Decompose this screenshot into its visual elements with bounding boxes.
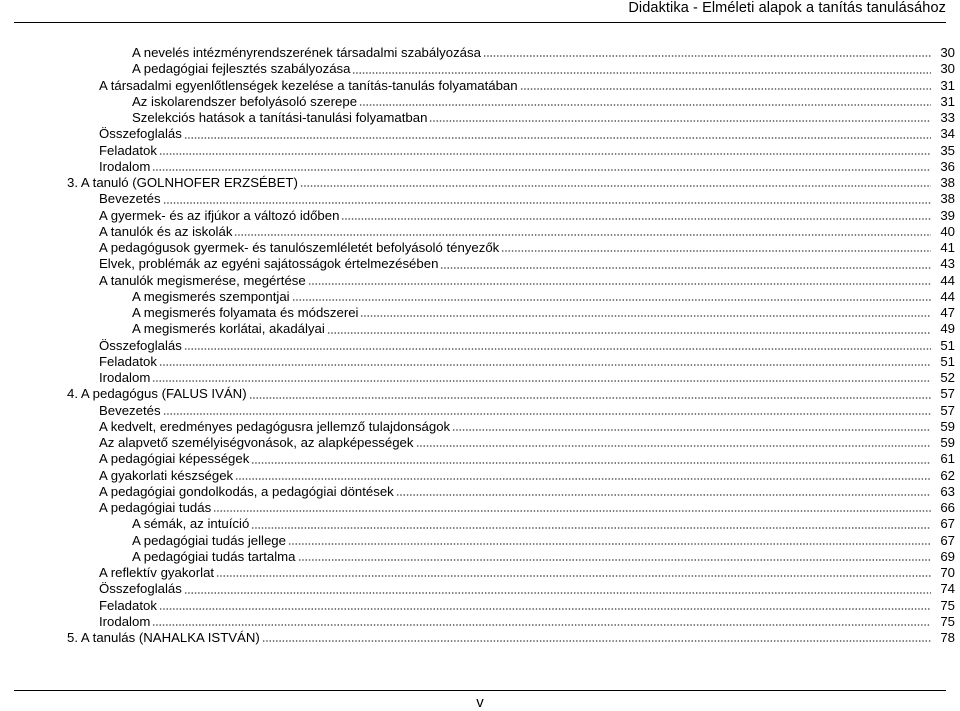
toc-entry	[67, 419, 955, 435]
toc-entry-page: 67	[940, 516, 955, 532]
toc-entry-title: Irodalom	[99, 613, 151, 629]
header-divider	[14, 22, 946, 23]
running-header-title: Didaktika - Elméleti alapok a tanítás tanulásához	[628, 0, 946, 16]
toc-entry-title: A gyermek- és az ifjúkor a változó időben	[99, 207, 340, 223]
toc-entry	[67, 451, 955, 467]
toc-entry	[67, 549, 955, 565]
toc-entry	[67, 435, 955, 451]
toc-entry-page: 30	[940, 45, 955, 60]
table-of-contents	[67, 45, 955, 646]
toc-entry-page: 44	[940, 272, 955, 288]
toc-entry	[67, 516, 955, 532]
toc-entry-page: 59	[940, 418, 955, 434]
toc-entry-page: 31	[940, 93, 955, 109]
toc-entry-title: A reflektív gyakorlat	[99, 565, 215, 580]
toc-dot-leader	[262, 639, 931, 643]
toc-entry	[67, 614, 955, 630]
toc-dot-leader	[249, 396, 931, 400]
toc-entry-title: A pedagógiai fejlesztés szabályozása	[132, 61, 351, 77]
toc-dot-leader	[159, 607, 931, 611]
toc-dot-leader	[251, 526, 931, 530]
toc-entry-page: 38	[940, 175, 955, 190]
toc-entry	[67, 484, 955, 500]
toc-entry-page: 66	[940, 500, 955, 515]
toc-dot-leader	[501, 249, 931, 253]
toc-entry	[67, 224, 955, 240]
toc-entry-title: A pedagógiai képességek	[99, 451, 250, 467]
toc-dot-leader	[234, 233, 931, 237]
toc-dot-leader	[308, 282, 931, 286]
toc-dot-leader	[341, 217, 931, 221]
toc-entry-page: 51	[940, 337, 955, 353]
toc-entry	[67, 289, 955, 305]
toc-entry-page: 59	[940, 435, 955, 450]
toc-entry	[67, 386, 955, 402]
toc-entry-page: 41	[940, 240, 955, 255]
toc-dot-leader	[216, 574, 931, 578]
toc-dot-leader	[416, 444, 932, 448]
toc-dot-leader	[327, 331, 931, 335]
toc-entry	[67, 370, 955, 386]
toc-dot-leader	[213, 509, 931, 513]
toc-entry	[67, 403, 955, 419]
toc-entry-title: A pedagógiai tudás	[99, 500, 212, 515]
toc-dot-leader	[360, 314, 931, 318]
toc-entry	[67, 468, 955, 484]
toc-entry-title: A sémák, az intuíció	[132, 516, 250, 532]
toc-dot-leader	[298, 558, 932, 562]
toc-entry-title: A gyakorlati készségek	[99, 467, 234, 483]
toc-entry-page: 51	[940, 353, 955, 369]
toc-entry-title: Összefoglalás	[99, 337, 182, 353]
toc-entry	[67, 581, 955, 597]
toc-entry-title: A megismerés folyamata és módszerei	[132, 305, 359, 320]
toc-entry-page: 38	[940, 191, 955, 207]
toc-entry-page: 78	[940, 630, 955, 645]
toc-dot-leader	[235, 477, 931, 481]
toc-entry-title: A tanulók és az iskolák	[99, 223, 233, 239]
toc-entry	[67, 273, 955, 289]
toc-entry-page: 34	[940, 126, 955, 142]
toc-entry-page: 33	[940, 110, 955, 125]
toc-entry-page: 47	[940, 305, 955, 320]
toc-entry-page: 63	[940, 483, 955, 499]
toc-entry-page: 49	[940, 321, 955, 337]
toc-entry-page: 52	[940, 370, 955, 385]
toc-entry-page: 69	[940, 548, 955, 564]
toc-entry	[67, 94, 955, 110]
toc-entry	[67, 630, 955, 646]
toc-entry-page: 57	[940, 386, 955, 402]
toc-dot-leader	[452, 428, 931, 432]
toc-dot-leader	[184, 136, 931, 140]
toc-dot-leader	[152, 168, 931, 172]
toc-entry-title: Szelekciós hatások a tanítási-tanulási folyamatban	[132, 110, 428, 125]
toc-entry	[67, 126, 955, 142]
toc-entry	[67, 191, 955, 207]
toc-entry-title: Feladatok	[99, 142, 157, 158]
toc-entry-title: A kedvelt, eredményes pedagógusra jellemző tulajdonságok	[99, 418, 451, 434]
toc-entry	[67, 208, 955, 224]
toc-entry-page: 39	[940, 207, 955, 223]
toc-entry-title: Feladatok	[99, 597, 157, 613]
toc-dot-leader	[520, 87, 931, 91]
toc-entry-page: 61	[940, 451, 955, 467]
toc-entry-title: 4. A pedagógus (FALUS IVÁN)	[67, 386, 247, 402]
toc-dot-leader	[159, 363, 931, 367]
toc-entry-page: 75	[940, 613, 955, 629]
toc-entry-title: Feladatok	[99, 353, 157, 369]
toc-entry	[67, 338, 955, 354]
toc-entry	[67, 175, 955, 191]
toc-entry	[67, 305, 955, 321]
toc-entry-page: 70	[940, 565, 955, 580]
toc-entry	[67, 565, 955, 581]
toc-entry-title: A társadalmi egyenlőtlenségek kezelése a tanítás-tanulás folyamatában	[99, 77, 518, 93]
toc-entry-page: 35	[940, 142, 955, 158]
toc-entry-page: 40	[940, 223, 955, 239]
toc-entry	[67, 533, 955, 549]
toc-entry	[67, 159, 955, 175]
toc-dot-leader	[352, 71, 931, 75]
toc-dot-leader	[152, 379, 931, 383]
toc-entry-title: A pedagógusok gyermek- és tanulószemléletét befolyásoló tényezők	[99, 240, 500, 255]
toc-entry-title: Az iskolarendszer befolyásoló szerepe	[132, 93, 358, 109]
toc-entry	[67, 598, 955, 614]
toc-entry	[67, 143, 955, 159]
toc-entry	[67, 354, 955, 370]
toc-entry-page: 57	[940, 402, 955, 418]
toc-entry	[67, 240, 955, 256]
toc-dot-leader	[159, 152, 931, 156]
toc-entry-title: A nevelés intézményrendszerének társadalmi szabályozása	[132, 45, 481, 60]
toc-entry-title: Összefoglalás	[99, 126, 182, 142]
toc-dot-leader	[429, 119, 931, 123]
toc-entry-title: A tanulók megismerése, megértése	[99, 272, 306, 288]
toc-entry	[67, 256, 955, 272]
toc-dot-leader	[440, 266, 931, 270]
toc-entry-page: 44	[940, 288, 955, 304]
toc-entry	[67, 45, 955, 61]
toc-entry-title: A pedagógiai tudás jellege	[132, 532, 286, 548]
toc-entry-title: Elvek, problémák az egyéni sajátosságok értelmezésében	[99, 256, 439, 272]
toc-dot-leader	[163, 412, 931, 416]
toc-dot-leader	[483, 54, 931, 58]
toc-dot-leader	[288, 542, 931, 546]
toc-entry-page: 67	[940, 532, 955, 548]
toc-dot-leader	[184, 347, 931, 351]
toc-dot-leader	[163, 201, 931, 205]
toc-entry	[67, 61, 955, 77]
toc-entry-page: 62	[940, 467, 955, 483]
toc-entry-title: Irodalom	[99, 370, 151, 385]
toc-entry	[67, 500, 955, 516]
toc-entry-title: Bevezetés	[99, 191, 161, 207]
toc-dot-leader	[292, 298, 931, 302]
toc-dot-leader	[396, 493, 931, 497]
toc-dot-leader	[152, 623, 931, 627]
toc-entry-title: 3. A tanuló (GOLNHOFER ERZSÉBET)	[67, 175, 298, 190]
toc-entry-title: Bevezetés	[99, 402, 161, 418]
toc-entry-title: A pedagógiai tudás tartalma	[132, 548, 296, 564]
toc-entry-page: 75	[940, 597, 955, 613]
toc-entry-page: 31	[940, 77, 955, 93]
toc-entry	[67, 321, 955, 337]
toc-entry-title: Az alapvető személyiségvonások, az alapképességek	[99, 435, 414, 450]
toc-entry-title: Összefoglalás	[99, 581, 182, 597]
page-number: v	[476, 694, 484, 711]
toc-entry-title: A pedagógiai gondolkodás, a pedagógiai döntések	[99, 483, 394, 499]
toc-dot-leader	[184, 591, 931, 595]
footer-divider	[14, 690, 946, 691]
toc-entry-title: Irodalom	[99, 158, 151, 174]
toc-dot-leader	[251, 461, 931, 465]
toc-entry-page: 30	[940, 61, 955, 77]
toc-entry-page: 43	[940, 256, 955, 272]
toc-entry-title: A megismerés szempontjai	[132, 288, 290, 304]
toc-entry	[67, 78, 955, 94]
toc-dot-leader	[359, 103, 931, 107]
toc-entry	[67, 110, 955, 126]
toc-entry-page: 74	[940, 581, 955, 597]
toc-entry-page: 36	[940, 158, 955, 174]
toc-entry-title: A megismerés korlátai, akadályai	[132, 321, 325, 337]
toc-entry-title: 5. A tanulás (NAHALKA ISTVÁN)	[67, 630, 260, 645]
toc-dot-leader	[300, 184, 931, 188]
